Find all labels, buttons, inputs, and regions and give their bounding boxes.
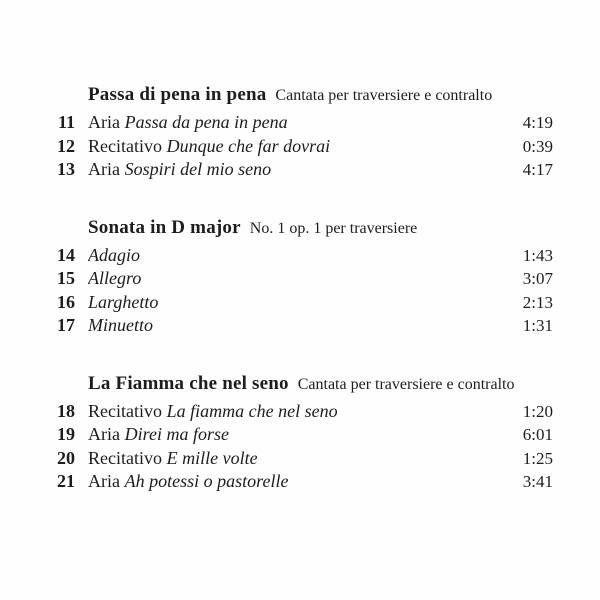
section bbox=[40, 213, 553, 338]
section-subtitle: Cantata per traversiere e contralto bbox=[275, 87, 493, 104]
section-subtitle: Cantata per traversiere e contralto bbox=[297, 375, 515, 393]
track-prefix: Recitativo bbox=[88, 400, 162, 421]
track-text bbox=[88, 447, 523, 470]
track-text bbox=[88, 135, 523, 158]
section-title: La Fiamma che nel seno bbox=[88, 372, 289, 394]
tracklist bbox=[40, 80, 553, 494]
section-heading bbox=[40, 213, 553, 242]
track-title: Passa da pena in pena bbox=[124, 112, 288, 132]
track-number: 21 bbox=[57, 471, 75, 491]
track-row bbox=[40, 158, 553, 182]
track-title: Sospiri del mio seno bbox=[124, 159, 272, 179]
track-title: Ah potessi o pastorelle bbox=[124, 471, 289, 491]
track-row bbox=[40, 291, 553, 315]
track-number: 11 bbox=[57, 112, 75, 132]
track-number: 16 bbox=[57, 291, 75, 312]
track-title: La fiamma che nel seno bbox=[166, 400, 338, 421]
track-row bbox=[40, 400, 553, 424]
track-row bbox=[40, 423, 553, 447]
track-row bbox=[40, 267, 553, 291]
track-number: 13 bbox=[57, 159, 75, 179]
section bbox=[40, 369, 553, 494]
track-duration: 1:31 bbox=[522, 316, 553, 335]
track-text bbox=[88, 400, 523, 423]
track-text bbox=[88, 158, 523, 181]
track-prefix: Aria bbox=[88, 424, 120, 444]
track-row bbox=[40, 111, 553, 135]
section bbox=[40, 80, 553, 182]
track-duration: 1:25 bbox=[522, 448, 553, 468]
track-text bbox=[88, 470, 523, 493]
track-title: Minuetto bbox=[88, 315, 153, 335]
track-number: 18 bbox=[57, 400, 75, 421]
track-duration: 4:19 bbox=[522, 113, 553, 132]
track-duration: 1:43 bbox=[522, 245, 553, 265]
track-number: 15 bbox=[57, 268, 75, 288]
track-prefix: Aria bbox=[88, 471, 120, 491]
track-row bbox=[40, 244, 553, 268]
track-text bbox=[88, 267, 523, 290]
track-number: 12 bbox=[57, 135, 75, 156]
track-text bbox=[88, 244, 523, 267]
track-text bbox=[88, 291, 523, 314]
track-prefix: Recitativo bbox=[88, 447, 162, 468]
track-number: 20 bbox=[57, 447, 75, 468]
track-prefix: Aria bbox=[88, 112, 120, 132]
track-duration: 4:17 bbox=[522, 160, 553, 179]
track-text bbox=[88, 111, 523, 134]
track-prefix: Aria bbox=[88, 159, 120, 179]
track-number: 17 bbox=[57, 315, 75, 335]
track-duration: 3:07 bbox=[522, 269, 553, 288]
track-duration: 1:20 bbox=[522, 401, 553, 421]
track-duration: 0:39 bbox=[522, 136, 553, 156]
track-duration: 3:41 bbox=[522, 472, 553, 491]
track-list bbox=[40, 111, 553, 182]
section-title: Sonata in D major bbox=[88, 216, 241, 238]
track-prefix: Recitativo bbox=[88, 135, 162, 156]
track-row bbox=[40, 447, 553, 471]
track-text bbox=[88, 423, 523, 446]
track-list bbox=[40, 244, 553, 338]
section-subtitle: No. 1 op. 1 per traversiere bbox=[249, 219, 418, 237]
track-title: Allegro bbox=[88, 268, 142, 288]
track-title: Larghetto bbox=[88, 291, 159, 312]
track-row bbox=[40, 135, 553, 159]
track-title: E mille volte bbox=[166, 447, 258, 468]
track-row bbox=[40, 314, 553, 338]
track-list bbox=[40, 400, 553, 494]
track-text bbox=[88, 314, 523, 337]
track-row bbox=[40, 470, 553, 494]
track-number: 19 bbox=[57, 424, 75, 444]
track-title: Dunque che far dovrai bbox=[166, 135, 331, 156]
section-heading bbox=[40, 369, 553, 398]
track-number: 14 bbox=[57, 244, 75, 265]
section-title: Passa di pena in pena bbox=[88, 84, 267, 105]
section-heading bbox=[40, 80, 553, 109]
track-duration: 6:01 bbox=[522, 425, 553, 444]
track-duration: 2:13 bbox=[522, 292, 553, 312]
track-title: Adagio bbox=[88, 244, 140, 265]
track-title: Direi ma forse bbox=[124, 424, 229, 444]
